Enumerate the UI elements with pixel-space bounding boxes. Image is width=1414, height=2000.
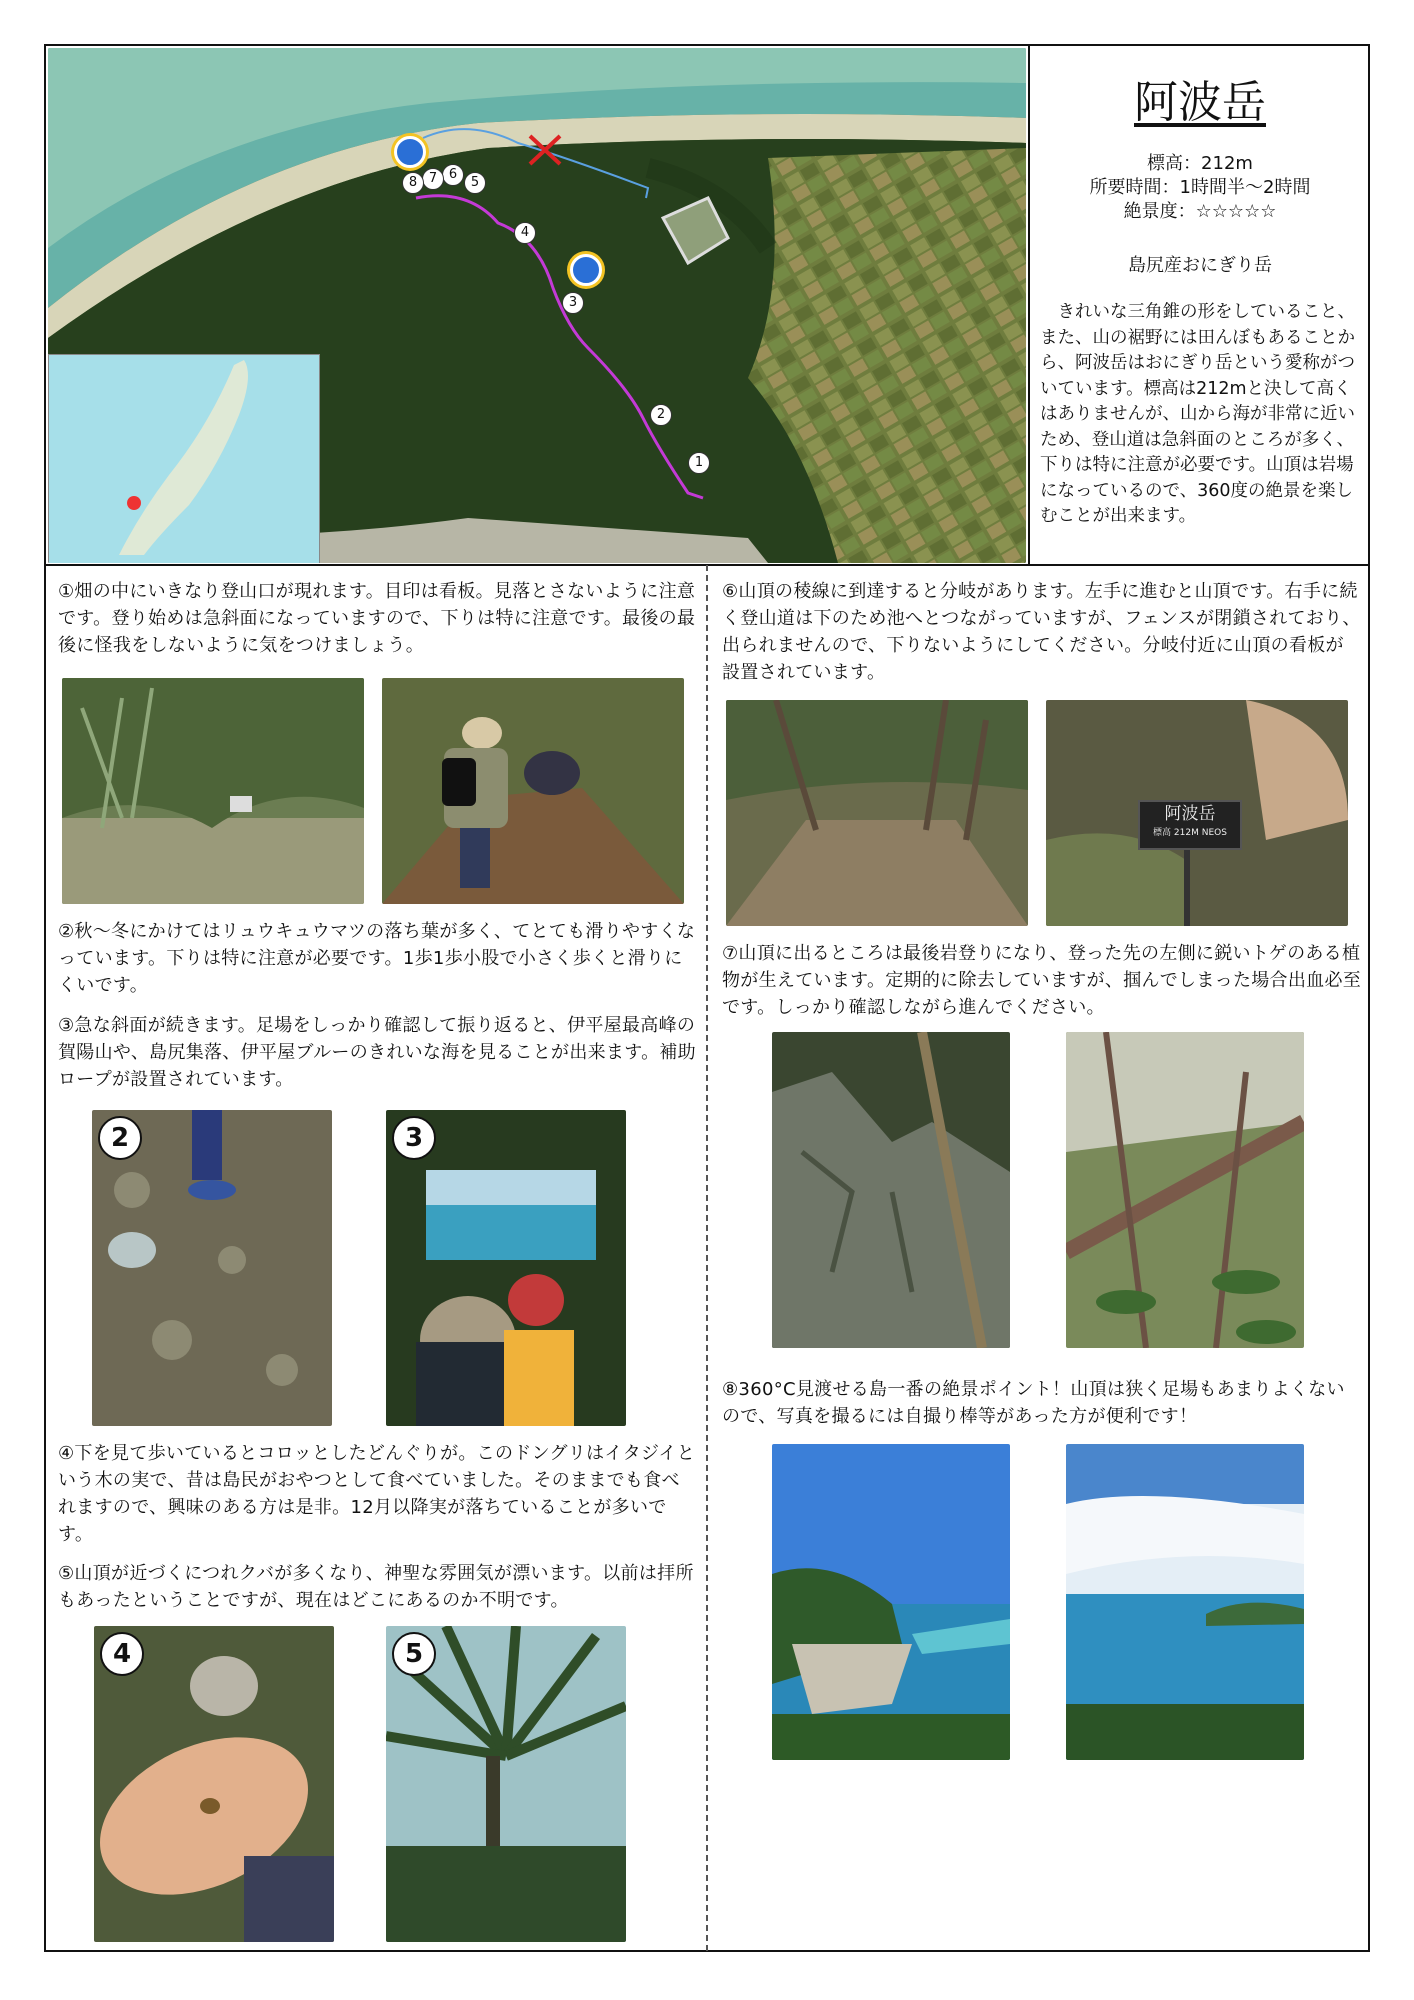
map-marker-1: 1	[688, 452, 710, 474]
aerial-route-map	[48, 48, 1026, 563]
photo-acorn-in-hand	[94, 1626, 334, 1942]
photo-badge-2: 2	[98, 1116, 142, 1160]
map-marker-6: 6	[442, 164, 464, 186]
photo-ridge-fork	[726, 700, 1028, 926]
photo-badge-5: 5	[392, 1632, 436, 1676]
photo-trailhead	[62, 678, 364, 904]
summit-sign-board	[1138, 800, 1242, 850]
step-1-text: ①畑の中にいきなり登山口が現れます。目印は看板。見落とさないように注意です。登り始めは急斜面になっていますので、下りは特に注意です。最後の最後に怪我をしないように気をつけましょう。	[58, 581, 696, 656]
rating-text: 絶景度：☆☆☆☆☆	[1123, 201, 1277, 222]
elevation-text: 標高：212m	[1147, 153, 1253, 174]
header-divider	[1028, 44, 1030, 564]
map-marker-7: 7	[422, 168, 444, 190]
photo-sea-view	[386, 1110, 626, 1426]
step-4-text: ④下を見て歩いているとコロッとしたどんぐりが。このドングリはイタジイという木の実で、昔は島民がおやつとして食べていました。そのままでも食べれますので、興味のある方は是非。12月以降実が落ちていることが多いです。	[58, 1443, 696, 1545]
map-marker-3: 3	[562, 292, 584, 314]
nickname-text: 島尻産おにぎり岳	[1128, 255, 1272, 276]
photo-slope-hikers	[382, 678, 684, 904]
map-marker-8: 8	[402, 172, 424, 194]
inset-island-map	[48, 354, 320, 563]
photo-rock-climb	[772, 1032, 1010, 1348]
summit-sign-name: 阿波岳	[1164, 804, 1216, 824]
sunset-viewpoint-icon	[570, 254, 602, 286]
sunrise-viewpoint-icon	[394, 136, 426, 168]
step-5-text: ⑤山頂が近づくにつれクバが多くなり、神聖な雰囲気が漂います。以前は拝所もあったということですが、現在はどこにあるのか不明です。	[58, 1563, 694, 1611]
step-6-text: ⑥山頂の稜線に到達すると分岐があります。左手に進むと山頂です。右手に続く登山道は下のため池へとつながっていますが、フェンスが閉鎖されており、出られませんので、下りないようにしてください。分岐付近に山頂の看板が設置されています。	[722, 581, 1361, 683]
description-text: きれいな三角錐の形をしていること、また、山の裾野には田んぼもあることから、阿波岳はおにぎり岳という愛称がついています。標高は212mと決して高くはありませんが、山から海が非常に近いため、登山道は急斜面のところが多く、下りは特に注意が必要です。山頂は岩場になっているので、360度の絶景を楽しむことが出来ます。	[1040, 302, 1355, 526]
page-title: 阿波岳	[1134, 77, 1266, 128]
column-divider	[706, 565, 708, 1951]
step-7-text: ⑦山頂に出るところは最後岩登りになり、登った先の左側に鋭いトゲのある植物が生えています。定期的に除去していますが、掴んでしまった場合出血必至です。しっかり確認しながら進んでください。	[722, 943, 1362, 1018]
photo-summit-sign	[1046, 700, 1348, 926]
duration-text: 所要時間：1時間半〜2時間	[1089, 177, 1311, 198]
photo-badge-3: 3	[392, 1116, 436, 1160]
step-2-text: ②秋〜冬にかけてはリュウキュウマツの落ち葉が多く、てとても滑りやすくなっています。下りは特に注意が必要です。1歩1歩小股で小さく歩くと滑りにくいです。	[58, 921, 696, 996]
photo-kuba-palms	[386, 1626, 626, 1942]
map-marker-4: 4	[514, 222, 536, 244]
summit-sign-sub: 標高 212M NEOS	[1153, 828, 1227, 838]
photo-summit-view-sea	[1066, 1444, 1304, 1760]
step-8-text: ⑧360°C見渡せる島一番の絶景ポイント！山頂は狭く足場もあまりよくないので、写真を撮るには自撮り棒等があった方が便利です！	[722, 1379, 1345, 1427]
map-marker-2: 2	[650, 404, 672, 426]
photo-summit-view-village	[772, 1444, 1010, 1760]
photo-slippery-leaves	[92, 1110, 332, 1426]
photo-badge-4: 4	[100, 1632, 144, 1676]
photo-thorny-plant	[1066, 1032, 1304, 1348]
map-marker-5: 5	[464, 172, 486, 194]
step-3-text: ③急な斜面が続きます。足場をしっかり確認して振り返ると、伊平屋最高峰の賀陽山や、島尻集落、伊平屋ブルーのきれいな海を見ることが出来ます。補助ロープが設置されています。	[58, 1015, 696, 1090]
